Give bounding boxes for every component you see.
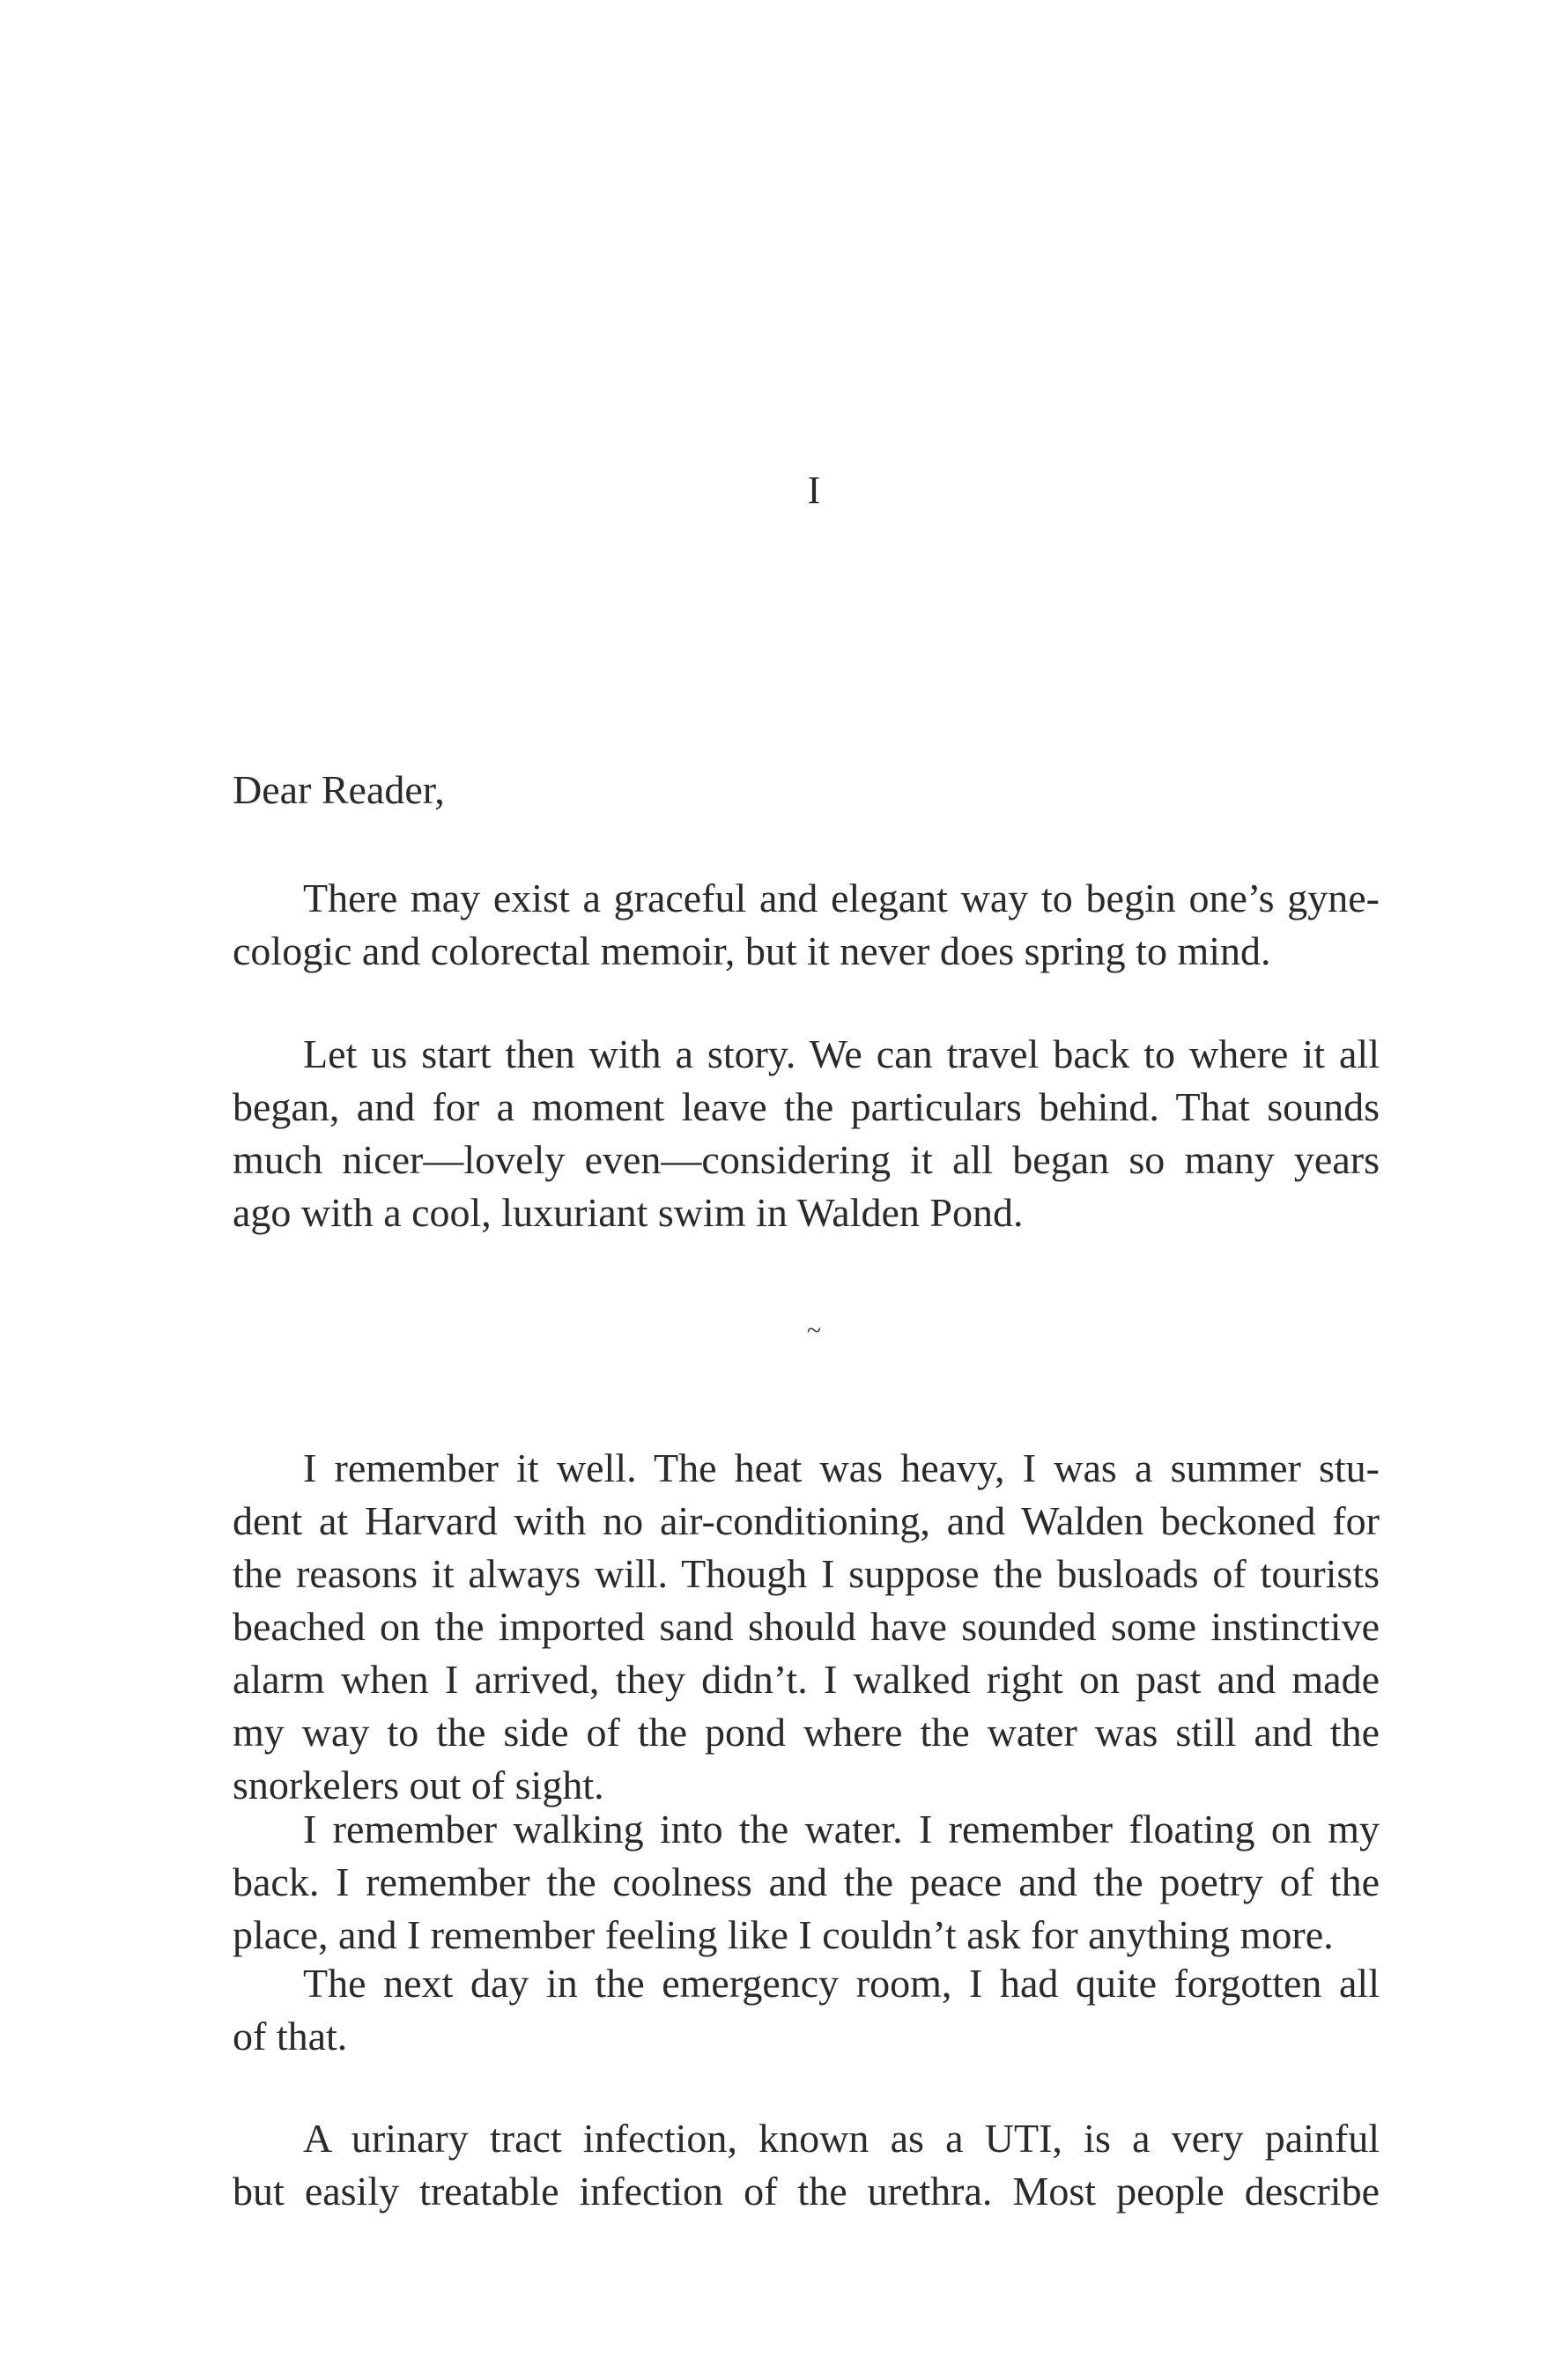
chapter-number: I [807,469,821,512]
paragraph-1 [233,872,1380,978]
paragraph-3 [233,1442,1380,1812]
text-line: but easily treatable infection of the urethra. Most people describe [233,2169,1380,2214]
text-line: beached on the imported sand should have sounded some instinctive [233,1604,1380,1649]
paragraph-2 [233,1028,1380,1239]
text-line: ago with a cool, luxuriant swim in Walden Pond. [233,1190,1024,1235]
paragraph-5 [233,1957,1380,2063]
text-line: There may exist a graceful and elegant way to begin one’s gyne- [303,876,1380,920]
text-line: alarm when I arrived, they didn’t. I walked right on past and made [233,1657,1380,1702]
text-line: I remember walking into the water. I remember floating on my [303,1807,1380,1852]
text-line: of that. [233,2014,348,2058]
text-line: cologic and colorectal memoir, but it never does spring to mind. [233,928,1271,973]
text-line: place, and I remember feeling like I couldn’t ask for anything more. [233,1912,1334,1957]
text-line: began, and for a moment leave the particulars behind. That sounds [233,1084,1380,1129]
section-break-ornament: ~ [806,1316,822,1345]
paragraph-6 [233,2112,1380,2218]
text-line: snorkelers out of sight. [233,1763,604,1807]
text-line: The next day in the emergency room, I had quite forgotten all [303,1961,1380,2006]
text-line: Let us start then with a story. We can travel back to where it all [303,1031,1380,1076]
text-line: my way to the side of the pond where the water was still and the [233,1710,1380,1755]
text-line: back. I remember the coolness and the peace and the poetry of the [233,1859,1380,1904]
text-line: dent at Harvard with no air-conditioning, and Walden beckoned for [233,1498,1380,1543]
text-line: A urinary tract infection, known as a UTI, is a very painful [303,2116,1380,2161]
paragraph-4 [233,1803,1380,1962]
text-line: much nicer—lovely even—considering it all began so many years [233,1137,1380,1182]
salutation: Dear Reader, [233,767,445,812]
text-line: the reasons it always will. Though I suppose the busloads of tourists [233,1551,1380,1596]
text-line: I remember it well. The heat was heavy, I was a summer stu- [303,1445,1380,1490]
